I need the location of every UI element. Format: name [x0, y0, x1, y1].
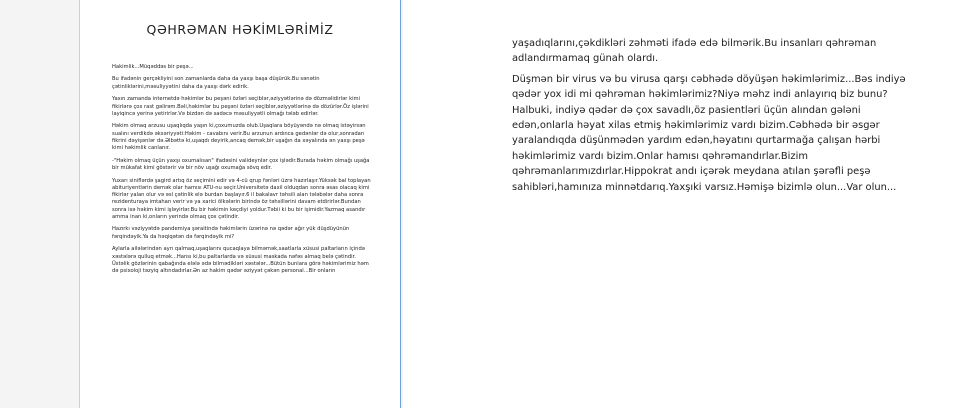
paragraph: Yaxın zamanda internetdə həkimlər bu peşəni özləri seçiblər,əziyyətlərinə də dözməlidirlər kimi fikirlərə çox rast gəlirəm.Bəli,həkimlər bu peşəni özləri seçiblər,əziyyətlərinə də dözürlər.Öz işlərini layiqincə yerinə yetirirlər.Və bizdən də sadəcə məsuliyyətli olmağı tələb edirlər. [112, 96, 369, 117]
paragraph: Yuxarı siniflərdə şagird artıq öz seçimini edir və 4-cü qrup fənləri üzrə hazırlaşır.Yüksək bal toplayan abituriyentlərin demək olar hamısı ATU-nu seçir.Universitetə daxil olduqdan sonra əsas olacaq kimi fikirlər yalan olur və əsl çətinlik elə burdan başlayır.6 il bakalavr təhsili alan tələbələr daha sonra rezidenturaya imtahan verir və ya xarici ölkələrin birində öz təhsillərini davam etdirirlər.Bundan sonra isə həkim kimi işləyirlər.Bu bir həkimin keçdiyi yoldur.Təbii ki bu bir işimidir.Yazmaq asandır amma inan ki,onların yerində olmaq çox çətindir. [112, 177, 371, 220]
left-page [79, 0, 401, 408]
paragraph: Hakimlik...Müqəddəs bir peşə... [112, 64, 194, 70]
document-title: QƏHRƏMAN HƏKİMLƏRİMİZ [146, 22, 334, 37]
paragraph: Bu ifadənin gerçəkliyini son zamanlarda daha da yaxşı başa düşürük.Bu sənətin çətinliklərini,məsuliyyətini daha da yaxşı dərk edirik. [112, 76, 320, 90]
paragraph: Həkim olmaq arzusu uşaqlıqda yaşın ki,çoxumuzda olub.Uşaqlara böyüyəndə nə olmaq istəyirsən sualını verdikdə əksəriyyəti:Həkim - cavabını verir.Bu arzunun ardınca gedənlər də olur,sonradan fikrini dəyişənlər də.Əlbəttə ki,uşaqdı deyirik,ancaq demək,bir uşağın da xəyalında ən yaxşı peşə kimi həkimlik canlanır. [112, 123, 366, 152]
paragraph: Düşmən bir virus və bu virusa qarşı cəbhədə döyüşən həkimlərimiz...Bəs indiyə qədər yox idi mi qəhrəman həkimlərimiz?Niyə məhz indi anlayırıq biz bunu? Halbuki, indiyə qədər də çox savadlı,öz pasientləri üçün alından gələni edən,onlarla həyat xilas etmiş həkimlərimiz vardı bizim.Cəbhədə bir əsgər yaralandıqda düşünmədən yardım edən,həyatını qurtarmağa çalışan hərbi həkimlərimiz vardı bizim.Onlar hamısı qəhrəmandırlar.Bizim qəhrəmanlarımızdırlar.Hippokrat andı içərək meydana atılan şərəfli peşə sahibləri,hamınıza minnətdarıq.Yaxşıki varsız.Həmişə bizimlə olun...Var olun... [512, 73, 906, 193]
paragraph: -"Həkim olmaq üçün yaxşı oxumalısan" ifadəsini valideynlər çox işlədir.Burada həkim olmağı uşağa bir mükafat kimi göstərir və bir növ uşağı oxumağa sövq edir. [112, 157, 370, 172]
right-page-body [512, 36, 917, 200]
paragraph: Hazırkı vəziyyətdə pandemiya şəraitində həkimlərin üzərinə nə qədər ağır yük düşdüyünün fərqindəyik.Ya da həqiqətən də fərqindəyik mi? [112, 226, 350, 240]
right-page [403, 0, 960, 408]
paragraph: yaşadıqlarını,çəkdikləri zəhməti ifadə edə bilmərik.Bu insanları qəhrəman adlandırmamaq günah olardı. [512, 38, 877, 65]
left-page-body [112, 64, 374, 281]
paragraph: Aylarla ailələrindən ayrı qalmaq,uşaqlarını qucaqlaya bilməmək,saatlarla xüsusi paltarların içində xəstələrə qulluq etmək...Hansı ki,bu paltarlarda və xüsusi maskada nəfəs almaq belə çətindir. Üstəlik gözlərinin qabağında elələ ədə bilmədikləri xəstələr...Bütün bunlara görə həkimlərimiz həm də psixoloji təzyiq altındadırlar.Ən az hakim qədər əziyyət çəkən personal...Bir onların [112, 246, 369, 275]
